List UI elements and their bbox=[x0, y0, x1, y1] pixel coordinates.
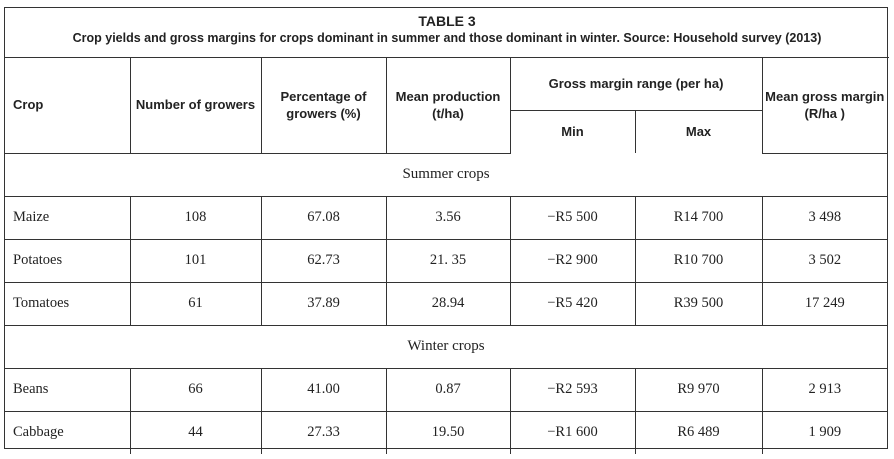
cell-min: −R2 593 bbox=[510, 368, 635, 411]
header-min: Min bbox=[510, 110, 635, 153]
header-growers: Number of growers bbox=[130, 57, 261, 153]
header-mean: Mean gross margin (R/ha ) bbox=[762, 57, 887, 153]
cell-growers: 101 bbox=[130, 239, 261, 282]
cell-percentage: 62.73 bbox=[261, 239, 386, 282]
cell-percentage: 67.08 bbox=[261, 196, 386, 239]
cell-mean: 1 909 bbox=[762, 411, 887, 454]
cell-percentage: 41.00 bbox=[261, 368, 386, 411]
cell-max: R6 489 bbox=[635, 411, 762, 454]
cell-mean: 2 913 bbox=[762, 368, 887, 411]
header-max: Max bbox=[635, 110, 762, 153]
header-production: Mean production (t/ha) bbox=[386, 57, 510, 153]
crop-table bbox=[5, 57, 887, 454]
cell-max: R9 970 bbox=[635, 368, 762, 411]
table-row bbox=[5, 239, 887, 282]
cell-min: −R5 420 bbox=[510, 282, 635, 325]
section-header: Summer crops bbox=[5, 153, 887, 196]
cell-min: −R2 900 bbox=[510, 239, 635, 282]
cell-max: R10 700 bbox=[635, 239, 762, 282]
cell-crop: Beans bbox=[5, 368, 130, 411]
cell-min: −R5 500 bbox=[510, 196, 635, 239]
cell-production: 19.50 bbox=[386, 411, 510, 454]
table-caption bbox=[5, 8, 889, 58]
cell-crop: Potatoes bbox=[5, 239, 130, 282]
cell-max: R39 500 bbox=[635, 282, 762, 325]
cell-growers: 61 bbox=[130, 282, 261, 325]
section-header: Winter crops bbox=[5, 325, 887, 368]
table-row bbox=[5, 411, 887, 454]
table-frame bbox=[4, 7, 888, 449]
table-label: TABLE 3 bbox=[418, 13, 476, 29]
table-row bbox=[5, 368, 887, 411]
cell-percentage: 37.89 bbox=[261, 282, 386, 325]
cell-max: R14 700 bbox=[635, 196, 762, 239]
cell-production: 21. 35 bbox=[386, 239, 510, 282]
table-row bbox=[5, 282, 887, 325]
header-range: Gross margin range (per ha) bbox=[510, 57, 762, 110]
table-title: Crop yields and gross margins for crops dominant in summer and those dominant in winter. Source: Household survey (2013) bbox=[72, 31, 822, 45]
cell-percentage: 27.33 bbox=[261, 411, 386, 454]
cell-crop: Maize bbox=[5, 196, 130, 239]
cell-crop: Cabbage bbox=[5, 411, 130, 454]
cell-min: −R1 600 bbox=[510, 411, 635, 454]
header-crop: Crop bbox=[5, 57, 130, 153]
cell-production: 0.87 bbox=[386, 368, 510, 411]
cell-growers: 66 bbox=[130, 368, 261, 411]
cell-mean: 3 498 bbox=[762, 196, 887, 239]
header-percentage: Percentage of growers (%) bbox=[261, 57, 386, 153]
cell-mean: 3 502 bbox=[762, 239, 887, 282]
cell-production: 3.56 bbox=[386, 196, 510, 239]
cell-crop: Tomatoes bbox=[5, 282, 130, 325]
cell-production: 28.94 bbox=[386, 282, 510, 325]
cell-growers: 44 bbox=[130, 411, 261, 454]
cell-mean: 17 249 bbox=[762, 282, 887, 325]
table-row bbox=[5, 196, 887, 239]
cell-growers: 108 bbox=[130, 196, 261, 239]
